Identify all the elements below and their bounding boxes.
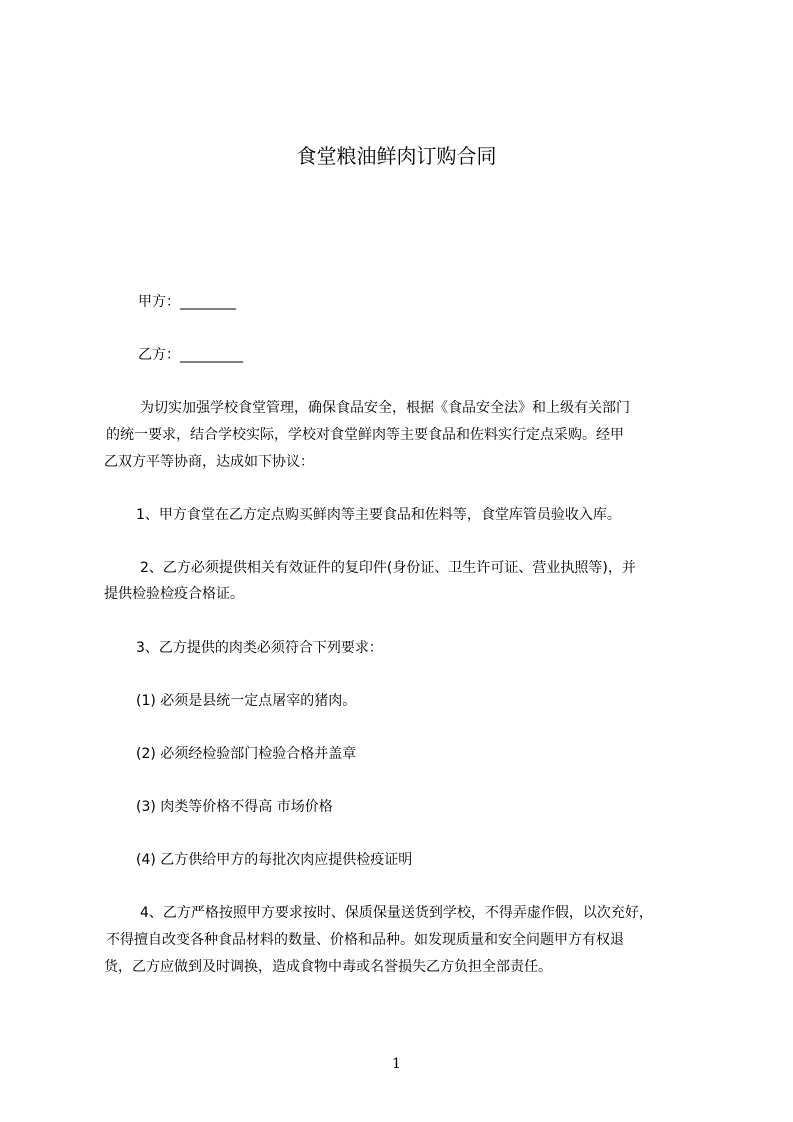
sub-item-1: (1) 必须是县统一定点屠宰的猪肉。: [136, 693, 357, 709]
clause-4-line-3: 货，乙方应做到及时调换，造成食物中毒或名誉损失乙方负担全部责任。: [104, 959, 552, 975]
page-number: 1: [392, 1056, 401, 1072]
document-title: 食堂粮油鲜肉订购合同: [296, 144, 497, 168]
sub-item-2: (2) 必须经检验部门检验合格并盖章: [136, 746, 357, 762]
clause-3: 3、乙方提供的肉类必须符合下列要求：: [136, 640, 383, 656]
clause-4-line-1: 4、乙方严格按照甲方要求按时、保质保量送货到学校，不得弄虚作假，以次充好，: [140, 905, 653, 921]
party-b-line: 乙方：_________: [138, 347, 243, 363]
sub-item-4: (4) 乙方供给甲方的每批次肉应提供检疫证明: [136, 852, 413, 868]
intro-line-2: 的统一要求，结合学校实际，学校对食堂鲜肉等主要食品和佐料实行定点采购。经甲: [106, 427, 624, 443]
clause-2-line-2: 提供检验检疫合格证。: [104, 586, 244, 602]
clause-2-line-1: 2、乙方必须提供相关有效证件的复印件(身份证、卫生许可证、营业执照等)，并: [140, 560, 636, 576]
sub-item-3: (3) 肉类等价格不得高 市场价格: [136, 799, 333, 815]
party-a-line: 甲方：________: [138, 294, 236, 310]
clause-4-line-2: 不得擅自改变各种食品材料的数量、价格和品种。如发现质量和安全问题甲方有权退: [106, 932, 624, 948]
intro-line-3: 乙双方平等协商，达成如下协议：: [104, 454, 314, 470]
intro-line-1: 为切实加强学校食堂管理，确保食品安全，根据《食品安全法》和上级有关部门: [140, 400, 630, 416]
clause-1: 1、甲方食堂在乙方定点购买鲜肉等主要食品和佐料等，食堂库管员验收入库。: [136, 507, 621, 523]
